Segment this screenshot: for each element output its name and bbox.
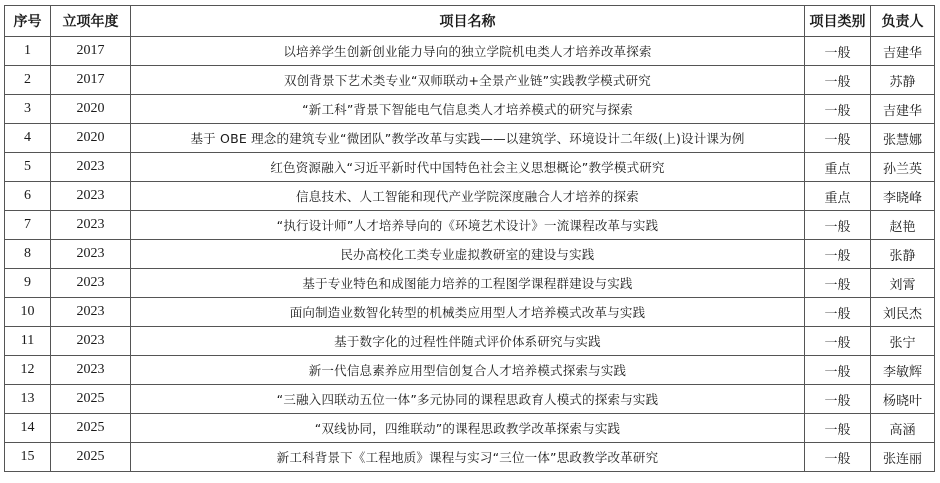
cell-project-name: 基于专业特色和成图能力培养的工程图学课程群建设与实践	[131, 269, 805, 298]
cell-leader: 高涵	[871, 414, 935, 443]
cell-category: 一般	[805, 95, 871, 124]
table-body	[5, 37, 935, 472]
table-row	[5, 298, 935, 327]
cell-leader: 吉建华	[871, 37, 935, 66]
cell-category: 一般	[805, 37, 871, 66]
cell-index: 2	[5, 66, 51, 95]
table-row	[5, 66, 935, 95]
cell-project-name: 面向制造业数智化转型的机械类应用型人才培养模式改革与实践	[131, 298, 805, 327]
cell-year: 2020	[51, 124, 131, 153]
cell-category: 一般	[805, 124, 871, 153]
cell-year: 2023	[51, 298, 131, 327]
cell-leader: 张连丽	[871, 443, 935, 472]
cell-project-name: “执行设计师”人才培养导向的《环境艺术设计》一流课程改革与实践	[131, 211, 805, 240]
cell-leader: 张静	[871, 240, 935, 269]
cell-project-name: 民办高校化工类专业虚拟教研室的建设与实践	[131, 240, 805, 269]
table-row	[5, 153, 935, 182]
table-row	[5, 269, 935, 298]
cell-year: 2017	[51, 37, 131, 66]
projects-table	[4, 5, 935, 472]
table-row	[5, 240, 935, 269]
cell-project-name: 红色资源融入“习近平新时代中国特色社会主义思想概论”教学模式研究	[131, 153, 805, 182]
cell-category: 重点	[805, 153, 871, 182]
table-row	[5, 356, 935, 385]
cell-year: 2017	[51, 66, 131, 95]
cell-leader: 杨晓叶	[871, 385, 935, 414]
cell-index: 11	[5, 327, 51, 356]
cell-category: 一般	[805, 211, 871, 240]
cell-year: 2023	[51, 327, 131, 356]
cell-category: 一般	[805, 385, 871, 414]
cell-index: 4	[5, 124, 51, 153]
cell-index: 1	[5, 37, 51, 66]
cell-category: 一般	[805, 327, 871, 356]
cell-leader: 吉建华	[871, 95, 935, 124]
header-year: 立项年度	[51, 6, 131, 37]
cell-index: 5	[5, 153, 51, 182]
cell-index: 15	[5, 443, 51, 472]
cell-project-name: 新一代信息素养应用型信创复合人才培养模式探索与实践	[131, 356, 805, 385]
cell-year: 2020	[51, 95, 131, 124]
cell-year: 2023	[51, 240, 131, 269]
cell-index: 13	[5, 385, 51, 414]
cell-project-name: 双创背景下艺术类专业“双师联动+全景产业链”实践教学模式研究	[131, 66, 805, 95]
cell-category: 一般	[805, 66, 871, 95]
cell-project-name: 以培养学生创新创业能力导向的独立学院机电类人才培养改革探索	[131, 37, 805, 66]
table-row	[5, 95, 935, 124]
cell-leader: 孙兰英	[871, 153, 935, 182]
cell-category: 一般	[805, 240, 871, 269]
cell-leader: 李敏辉	[871, 356, 935, 385]
cell-project-name: “三融入四联动五位一体”多元协同的课程思政育人模式的探索与实践	[131, 385, 805, 414]
cell-project-name: 基于数字化的过程性伴随式评价体系研究与实践	[131, 327, 805, 356]
cell-year: 2025	[51, 443, 131, 472]
cell-year: 2023	[51, 269, 131, 298]
table-row	[5, 385, 935, 414]
table-row	[5, 327, 935, 356]
cell-year: 2023	[51, 153, 131, 182]
cell-index: 14	[5, 414, 51, 443]
cell-project-name: 新工科背景下《工程地质》课程与实习“三位一体”思政教学改革研究	[131, 443, 805, 472]
cell-index: 9	[5, 269, 51, 298]
cell-index: 8	[5, 240, 51, 269]
table-row	[5, 414, 935, 443]
cell-index: 3	[5, 95, 51, 124]
header-category: 项目类别	[805, 6, 871, 37]
cell-leader: 苏静	[871, 66, 935, 95]
cell-index: 10	[5, 298, 51, 327]
cell-leader: 李晓峰	[871, 182, 935, 211]
table-row	[5, 211, 935, 240]
cell-category: 一般	[805, 269, 871, 298]
table-row	[5, 124, 935, 153]
table-header-row	[5, 6, 935, 37]
cell-category: 一般	[805, 298, 871, 327]
cell-category: 一般	[805, 443, 871, 472]
cell-leader: 赵艳	[871, 211, 935, 240]
cell-leader: 张宁	[871, 327, 935, 356]
projects-table-container	[4, 5, 935, 472]
cell-category: 一般	[805, 356, 871, 385]
cell-leader: 刘霄	[871, 269, 935, 298]
cell-index: 7	[5, 211, 51, 240]
table-row	[5, 37, 935, 66]
cell-year: 2025	[51, 385, 131, 414]
cell-project-name: 基于 OBE 理念的建筑专业“微团队”教学改革与实践——以建筑学、环境设计二年级(上)设计课为例	[131, 124, 805, 153]
cell-index: 6	[5, 182, 51, 211]
header-project-name: 项目名称	[131, 6, 805, 37]
header-leader: 负责人	[871, 6, 935, 37]
cell-year: 2023	[51, 356, 131, 385]
cell-project-name: 信息技术、人工智能和现代产业学院深度融合人才培养的探索	[131, 182, 805, 211]
cell-year: 2023	[51, 182, 131, 211]
table-row	[5, 443, 935, 472]
cell-project-name: “双线协同，四维联动”的课程思政教学改革探索与实践	[131, 414, 805, 443]
cell-leader: 刘民杰	[871, 298, 935, 327]
cell-category: 重点	[805, 182, 871, 211]
cell-project-name: “新工科”背景下智能电气信息类人才培养模式的研究与探索	[131, 95, 805, 124]
table-row	[5, 182, 935, 211]
cell-category: 一般	[805, 414, 871, 443]
cell-year: 2023	[51, 211, 131, 240]
header-index: 序号	[5, 6, 51, 37]
cell-year: 2025	[51, 414, 131, 443]
cell-leader: 张慧娜	[871, 124, 935, 153]
cell-index: 12	[5, 356, 51, 385]
